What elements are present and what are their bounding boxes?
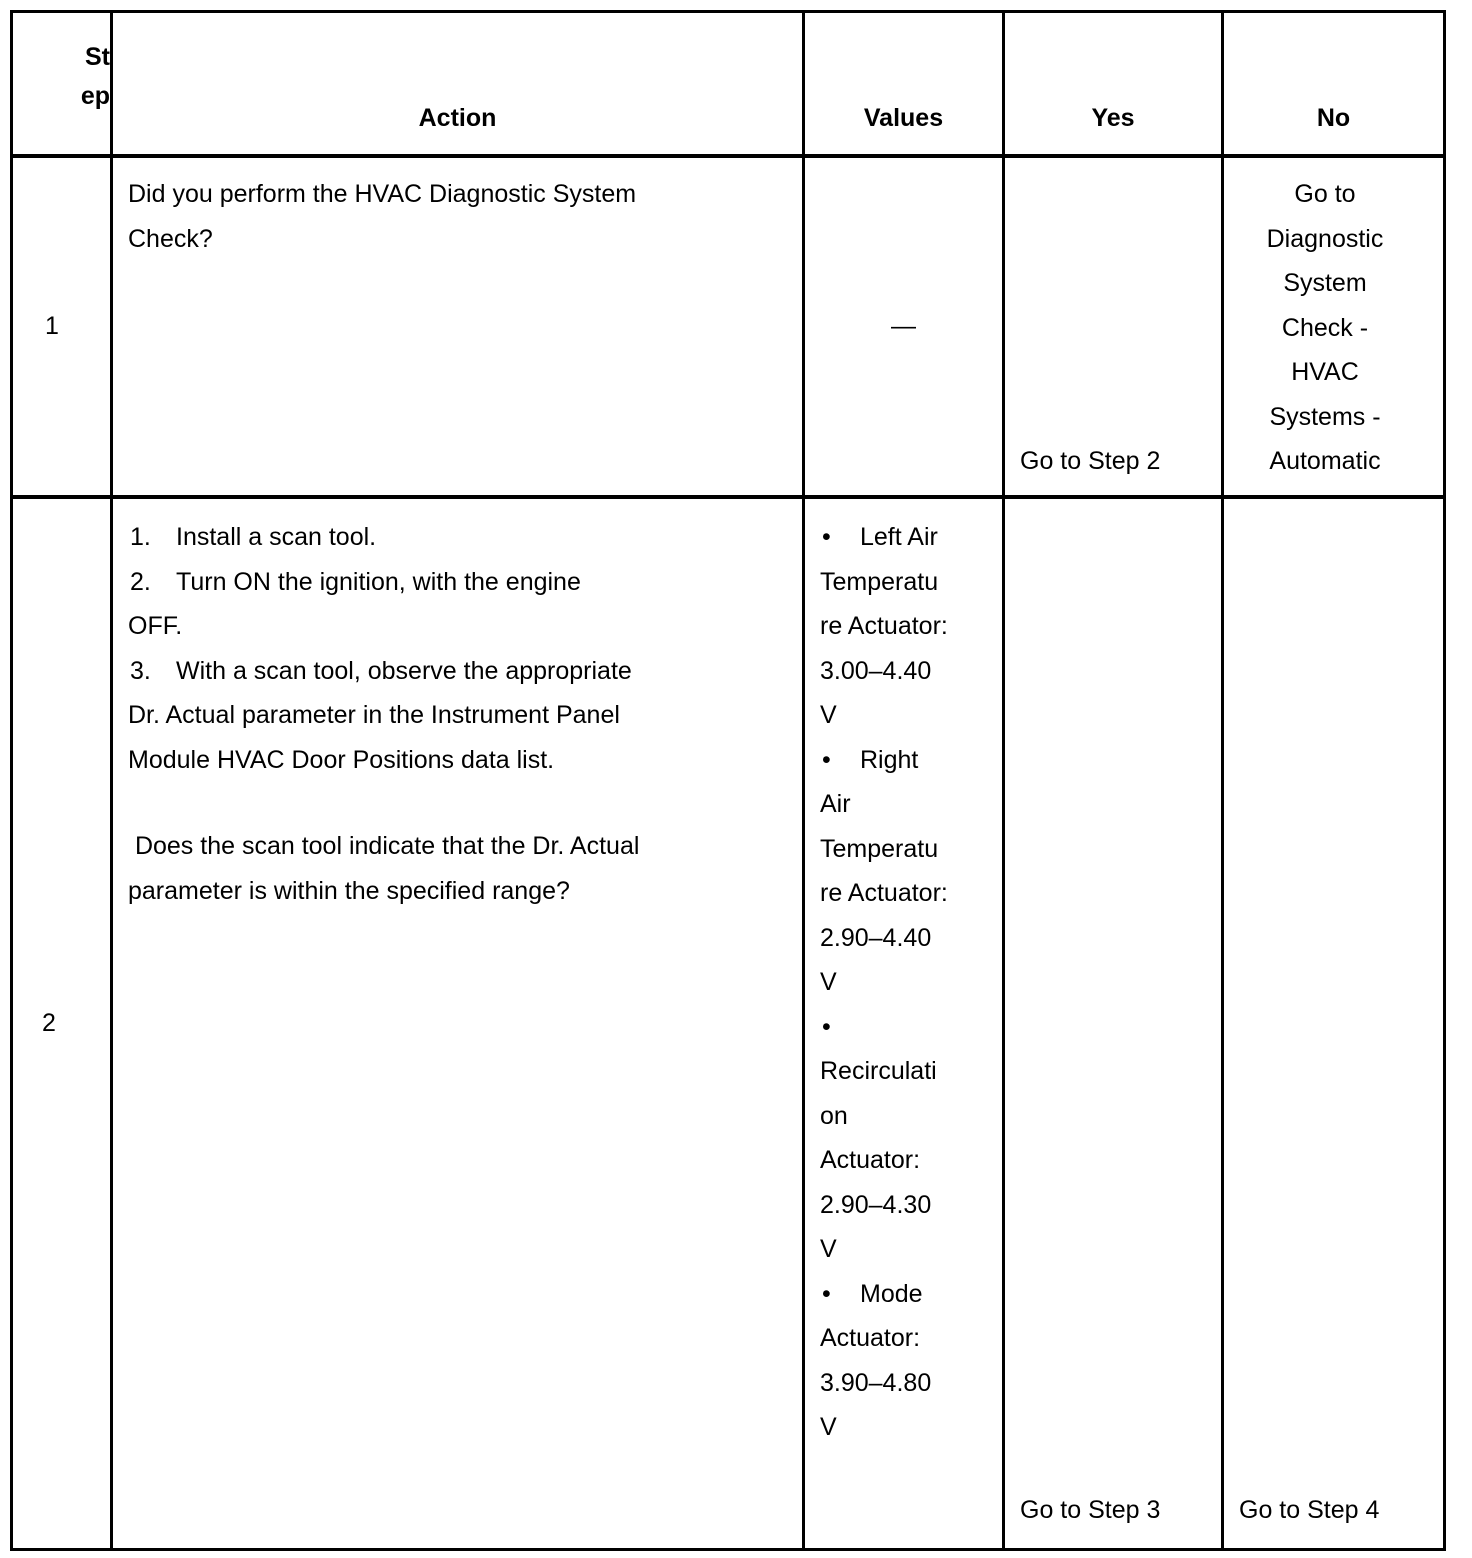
row2-action bbox=[128, 515, 798, 913]
values-line: V bbox=[820, 1235, 837, 1263]
header-action-label: Action bbox=[418, 103, 497, 132]
values-line: Air bbox=[820, 790, 851, 818]
header-values-label: Values bbox=[863, 103, 944, 132]
question-text: parameter is within the specified range? bbox=[128, 876, 570, 905]
action-list-item bbox=[128, 649, 798, 694]
no-text[interactable]: Go to bbox=[1294, 180, 1356, 208]
bullet-icon: • bbox=[822, 1012, 831, 1041]
action-list-item bbox=[128, 604, 798, 649]
values-line: Temperatu bbox=[820, 567, 939, 596]
values-line: 2.90–4.40 bbox=[820, 923, 932, 952]
row1-action bbox=[128, 172, 788, 261]
values-line: Temperatu bbox=[820, 834, 939, 863]
no-text[interactable]: Check - bbox=[1281, 313, 1369, 342]
values-line: re Actuator: bbox=[820, 612, 948, 640]
list-text: Dr. Actual parameter in the Instrument Panel bbox=[128, 701, 620, 729]
row1-yes bbox=[1020, 439, 1220, 484]
list-text: Install a scan tool. bbox=[176, 523, 377, 551]
values-line: 3.90–4.80 bbox=[820, 1368, 932, 1397]
header-no bbox=[1224, 13, 1443, 154]
row1-values bbox=[805, 158, 1002, 495]
list-text: Turn ON the ignition, with the engine bbox=[176, 567, 581, 596]
values-line: 2.90–4.30 bbox=[820, 1190, 932, 1219]
header-no-label: No bbox=[1316, 103, 1351, 132]
values-line: V bbox=[820, 968, 837, 996]
header-yes-label: Yes bbox=[1091, 103, 1135, 132]
bullet-icon: • bbox=[822, 523, 831, 551]
list-text: Module HVAC Door Positions data list. bbox=[128, 745, 555, 774]
list-text: With a scan tool, observe the appropriate bbox=[176, 656, 632, 685]
values-line: 3.00–4.40 bbox=[820, 656, 932, 685]
no-text[interactable]: Automatic bbox=[1269, 447, 1381, 475]
header-action bbox=[113, 13, 802, 154]
no-text[interactable]: System bbox=[1283, 269, 1367, 297]
list-number: 2. bbox=[130, 567, 151, 596]
header-step bbox=[13, 13, 110, 154]
header-step-line2: ep bbox=[80, 81, 110, 110]
no-step-link[interactable]: Go to Step 4 bbox=[1239, 1496, 1380, 1524]
values-line: • Right bbox=[820, 738, 1000, 783]
action-text: Check? bbox=[128, 224, 213, 253]
header-yes bbox=[1005, 13, 1221, 154]
row2-step bbox=[13, 499, 85, 1548]
spacer bbox=[128, 782, 798, 824]
question-text: Does the scan tool indicate that the Dr. Actual bbox=[128, 832, 640, 860]
row2-yes bbox=[1020, 1488, 1220, 1533]
yes-step-link[interactable]: Go to Step 3 bbox=[1020, 1496, 1161, 1524]
row-divider bbox=[10, 154, 1446, 158]
action-list-item bbox=[128, 738, 798, 783]
list-text: OFF. bbox=[128, 612, 183, 640]
row2-no bbox=[1239, 1488, 1439, 1533]
action-list-item bbox=[128, 515, 798, 560]
values-line: V bbox=[820, 1413, 837, 1441]
step-number: 2 bbox=[42, 1009, 56, 1038]
values-line: • Mode bbox=[820, 1272, 1000, 1317]
row-divider bbox=[10, 495, 1446, 499]
bullet-icon: • bbox=[822, 1279, 831, 1308]
column-divider bbox=[1002, 10, 1005, 1551]
bullet-icon: • bbox=[822, 745, 831, 774]
header-values bbox=[805, 13, 1002, 154]
list-number: 3. bbox=[130, 656, 151, 685]
values-line: on bbox=[820, 1101, 848, 1130]
action-list-item bbox=[128, 560, 798, 605]
values-text: — bbox=[891, 312, 916, 341]
values-line: • Left Air bbox=[820, 515, 1000, 560]
values-line: re Actuator: bbox=[820, 879, 948, 907]
values-line: Recirculati bbox=[820, 1057, 937, 1085]
no-text[interactable]: Systems - bbox=[1269, 402, 1381, 431]
action-text: Did you perform the HVAC Diagnostic System bbox=[128, 180, 637, 208]
values-line: Actuator: bbox=[820, 1146, 921, 1174]
no-text[interactable]: HVAC bbox=[1291, 358, 1359, 386]
row1-step bbox=[13, 158, 91, 495]
column-divider bbox=[110, 10, 113, 1551]
list-number: 1. bbox=[130, 523, 151, 551]
action-list-item bbox=[128, 693, 798, 738]
header-step-line1: St bbox=[85, 42, 110, 71]
values-line: V bbox=[820, 701, 837, 729]
yes-step-link[interactable]: Go to Step 2 bbox=[1020, 447, 1161, 475]
values-line: Actuator: bbox=[820, 1324, 921, 1352]
row1-no bbox=[1224, 172, 1426, 484]
row2-values bbox=[820, 515, 1000, 1450]
no-text[interactable]: Diagnostic bbox=[1266, 224, 1384, 253]
step-number: 1 bbox=[45, 312, 59, 341]
values-line bbox=[820, 1005, 1000, 1050]
